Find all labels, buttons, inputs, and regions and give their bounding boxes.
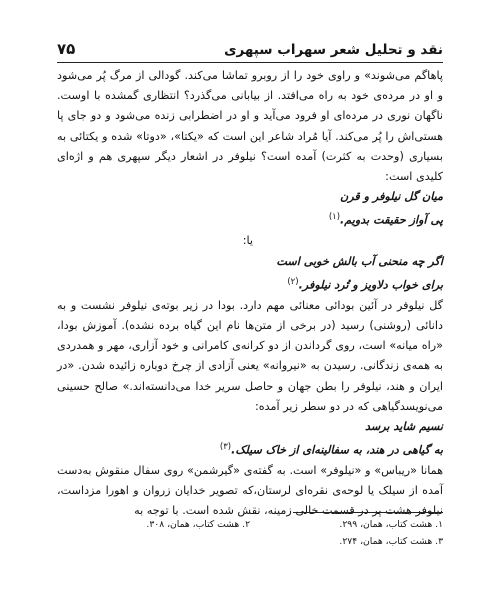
poem-2-line-1: اگر چه منحنی آب بالش خوبی است (276, 254, 443, 268)
ya-label: یا: (242, 234, 253, 248)
poem-1 (57, 187, 443, 231)
poem-3 (57, 417, 443, 461)
poem-2-line-2-text: برای خواب دلاویز و تُرد نیلوفر. (298, 278, 443, 292)
poem-2-line-2 (57, 272, 443, 296)
footnote-2: ۲. هشت کتاب، همان، ۳۰۸. (146, 519, 250, 530)
footnote-1: ۱. هشت کتاب، همان، ۲۹۹. (339, 519, 443, 530)
paragraph-2: گل نیلوفر در آئین بودائی معنائی مهم دارد. بودا در زیر بوته‌ی نیلوفر نشست و به دانائی (روشنی) رسید (در برخی از متن‌ها نام این گیاه برده نشده). آموزش بودا، «راه میانه» است، روی گرداندن از دو کرانه‌ی کامرانی و خود آزاری، مهر و همدردی به همه‌ی زندگانی. رسیدن به «نیروانه» یعنی آزادی از چرخ دوباره زائیده شدن. «در ایران و هند، نیلوفر را بطن جهان و حاصل سریر خدا می‌دانسته‌اند.» صالح حسینی می‌نویسدگیاهی که در دو سطر زیر آمده: (57, 298, 443, 413)
poem-3-line-1: نسیم شاید برسد (364, 419, 443, 433)
footnote-row-1 (57, 516, 443, 533)
footnotes (57, 512, 443, 550)
footnote-rule (293, 512, 443, 513)
paragraph-3: همانا «ریباس» و «نیلوفر» است. به گفته‌ی «گیرشمن» روی سفال منقوش به‌دست آمده از سیلک یا لوحه‌ی نقره‌ای لرستان،که تصویر خدایان زروان و اهورا مزداست، نیلوفر هشت پر در قسمت خالی زمینه، نقش شده است. با توجه به (57, 464, 443, 518)
poem-1-line-1: میان گل نیلوفر و قرن (339, 190, 443, 204)
poem-3-line-2 (57, 437, 443, 461)
poem-1-line-2 (57, 207, 443, 231)
footnote-ref-3: (۳) (219, 442, 232, 453)
poem-3-line-2-text: به گیاهی در هند، به سفالینه‌ای از خاک سیلک. (231, 443, 443, 457)
paragraph-1: پاهاگم می‌شوند» و راوی خود را از روبرو تماشا می‌کند. گودالی از مرگ پُر می‌شود و او در مرده‌ی خود به راه می‌افتد. از بیابانی می‌گذرد؟ انتظاری گمشده با اوست. ناگهان نوری در مرده‌ای او فرود می‌آید و او در اضطرابی زنده می‌شود و دو جای پا هستی‌اش را پُر می‌کند. آیا مُراد شاعر این است که «یکتا»، «دوتا» شده و یکتائی به بسیاری (وحدت به کثرت) آمده است؟ نیلوفر در اشعار دیگر سپهری هم و اژه‌ای کلیدی است: (57, 69, 443, 184)
running-head: نقد و تحلیل شعر سهراب سپهری (224, 42, 443, 58)
footnote-3: ۳. هشت کتاب، همان، ۲۷۴. (339, 536, 443, 547)
footnote-ref-2: (۲) (287, 276, 299, 287)
footnote-ref-1: (۱) (328, 212, 341, 223)
poem-1-line-2-text: پی آواز حقیقت بدویم. (340, 214, 443, 228)
body-text (57, 66, 443, 522)
page-header (57, 34, 443, 63)
page-number: ۷۵ (57, 40, 76, 58)
footnote-row-2 (57, 533, 443, 550)
poem-2 (57, 252, 443, 296)
